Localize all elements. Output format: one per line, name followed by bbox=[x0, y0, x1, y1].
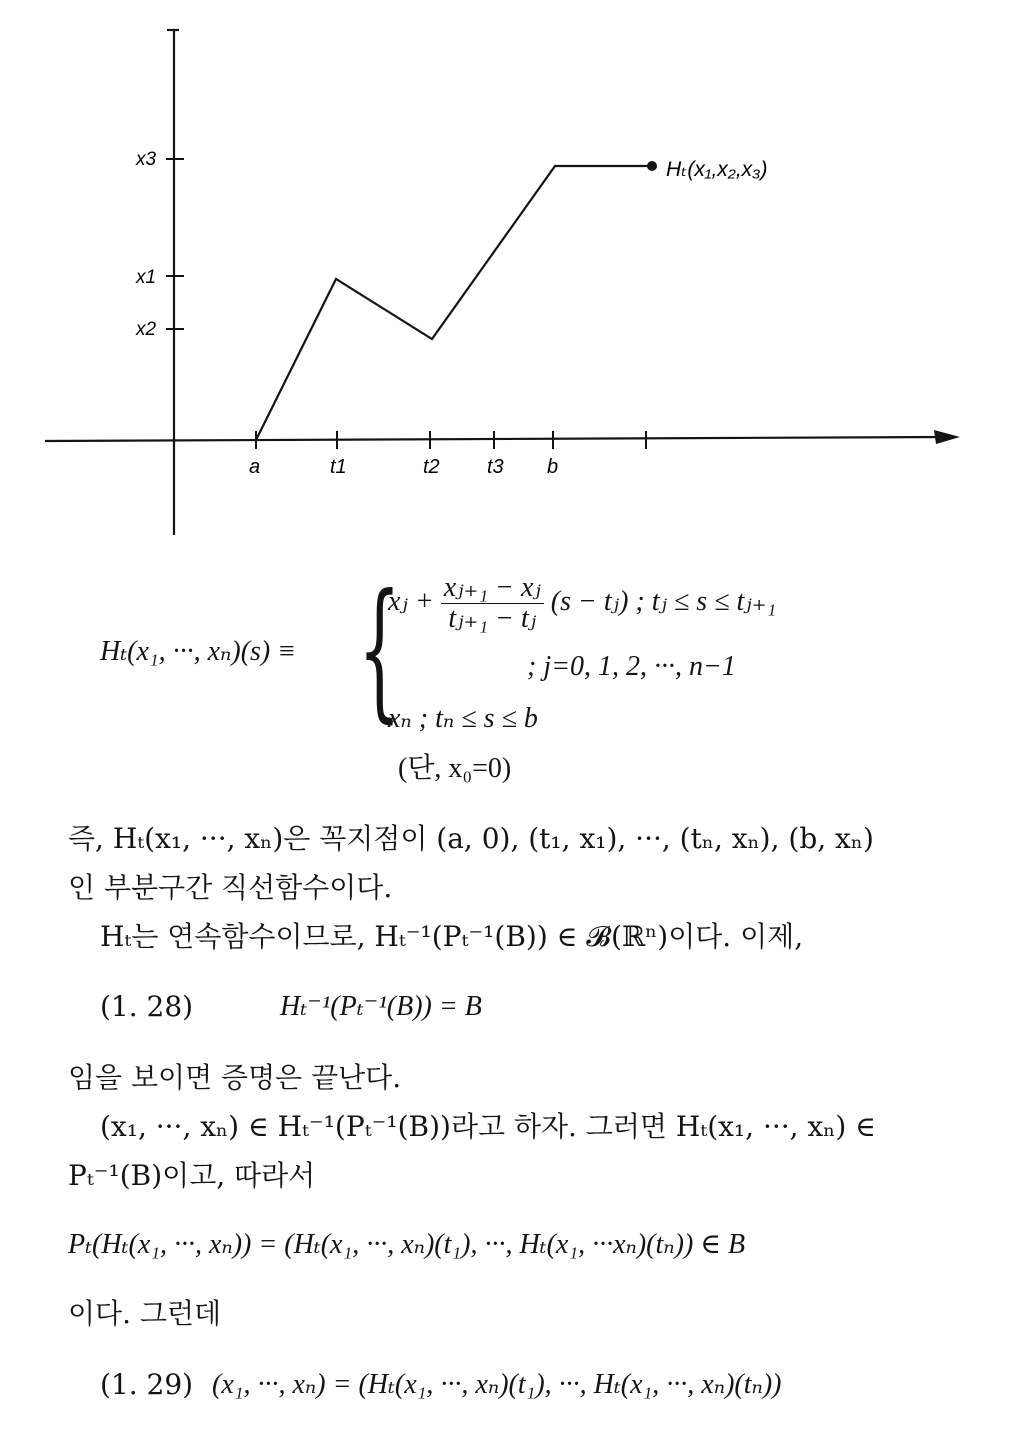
endpoint-label: Hₜ(x₁,x₂,x₃) bbox=[666, 158, 768, 181]
definition-brace: { bbox=[358, 563, 401, 737]
paragraph5: 이다. 그런데 bbox=[68, 1297, 222, 1330]
x-axis-arrow bbox=[934, 430, 960, 444]
eq129-formula: (x₁, ···, xₙ) = (Hₜ(x₁, ···, xₙ)(t₁), ···, Hₜ(x₁, ···, xₙ)(tₙ)) bbox=[212, 1369, 782, 1400]
x-label-t3: t3 bbox=[487, 456, 504, 478]
paragraph3: 임을 보이면 증명은 끝난다. bbox=[68, 1061, 402, 1094]
eq128-label: (1. 28) bbox=[100, 990, 194, 1023]
x-label-a: a bbox=[249, 456, 261, 478]
path-figure bbox=[0, 0, 1025, 560]
y-label-x1: x1 bbox=[136, 267, 157, 288]
eq129-label: (1. 29) bbox=[100, 1368, 194, 1401]
endpoint-dot bbox=[647, 161, 657, 171]
definition-case2: xₙ ; tₙ ≤ s ≤ b bbox=[388, 703, 538, 734]
definition-note: (단, x₀=0) bbox=[398, 753, 512, 784]
eq128-formula: Hₜ⁻¹(Pₜ⁻¹(B)) = B bbox=[280, 991, 482, 1022]
paragraph4-line2: Pₜ⁻¹(B)이고, 따라서 bbox=[68, 1159, 316, 1192]
paragraph2: Hₜ는 연속함수이므로, Hₜ⁻¹(Pₜ⁻¹(B)) ∈ 𝓑(ℝⁿ)이다. 이제, bbox=[100, 920, 804, 953]
paragraph1-line1: 즉, Hₜ(x₁, ···, xₙ)은 꼭지점이 (a, 0), (t₁, x₁), ···, (tₙ, xₙ), (b, xₙ) bbox=[68, 822, 874, 855]
display-equation: Pₜ(Hₜ(x₁, ···, xₙ)) = (Hₜ(x₁, ···, xₙ)(t₁), ···, Hₜ(x₁, ···xₙ)(tₙ)) ∈ B bbox=[68, 1229, 746, 1260]
y-label-x3: x3 bbox=[136, 149, 157, 170]
definition-case1-range: ; j=0, 1, 2, ···, n−1 bbox=[527, 651, 736, 682]
y-label-x2: x2 bbox=[136, 319, 157, 340]
case1-numerator: xⱼ₊₁ − xⱼ bbox=[441, 573, 544, 604]
definition-case1 bbox=[388, 573, 776, 634]
case1-tail: (s − tⱼ) ; tⱼ ≤ s ≤ tⱼ₊₁ bbox=[550, 585, 777, 617]
case1-denominator: tⱼ₊₁ − tⱼ bbox=[448, 603, 537, 634]
definition-lhs: Hₜ(x₁, ···, xₙ)(s) ≡ bbox=[100, 636, 297, 667]
case1-lead: xⱼ + bbox=[388, 585, 434, 617]
paragraph1-line2: 인 부분구간 직선함수이다. bbox=[68, 871, 393, 904]
case1-fraction bbox=[441, 573, 544, 634]
piecewise-path bbox=[256, 166, 650, 440]
paragraph4-line1: (x₁, ···, xₙ) ∈ Hₜ⁻¹(Pₜ⁻¹(B))라고 하자. 그러면 Hₜ(x₁, ···, xₙ) ∈ bbox=[100, 1110, 876, 1143]
x-label-t2: t2 bbox=[423, 456, 440, 478]
x-label-b: b bbox=[547, 456, 559, 478]
x-label-t1: t1 bbox=[330, 456, 347, 478]
